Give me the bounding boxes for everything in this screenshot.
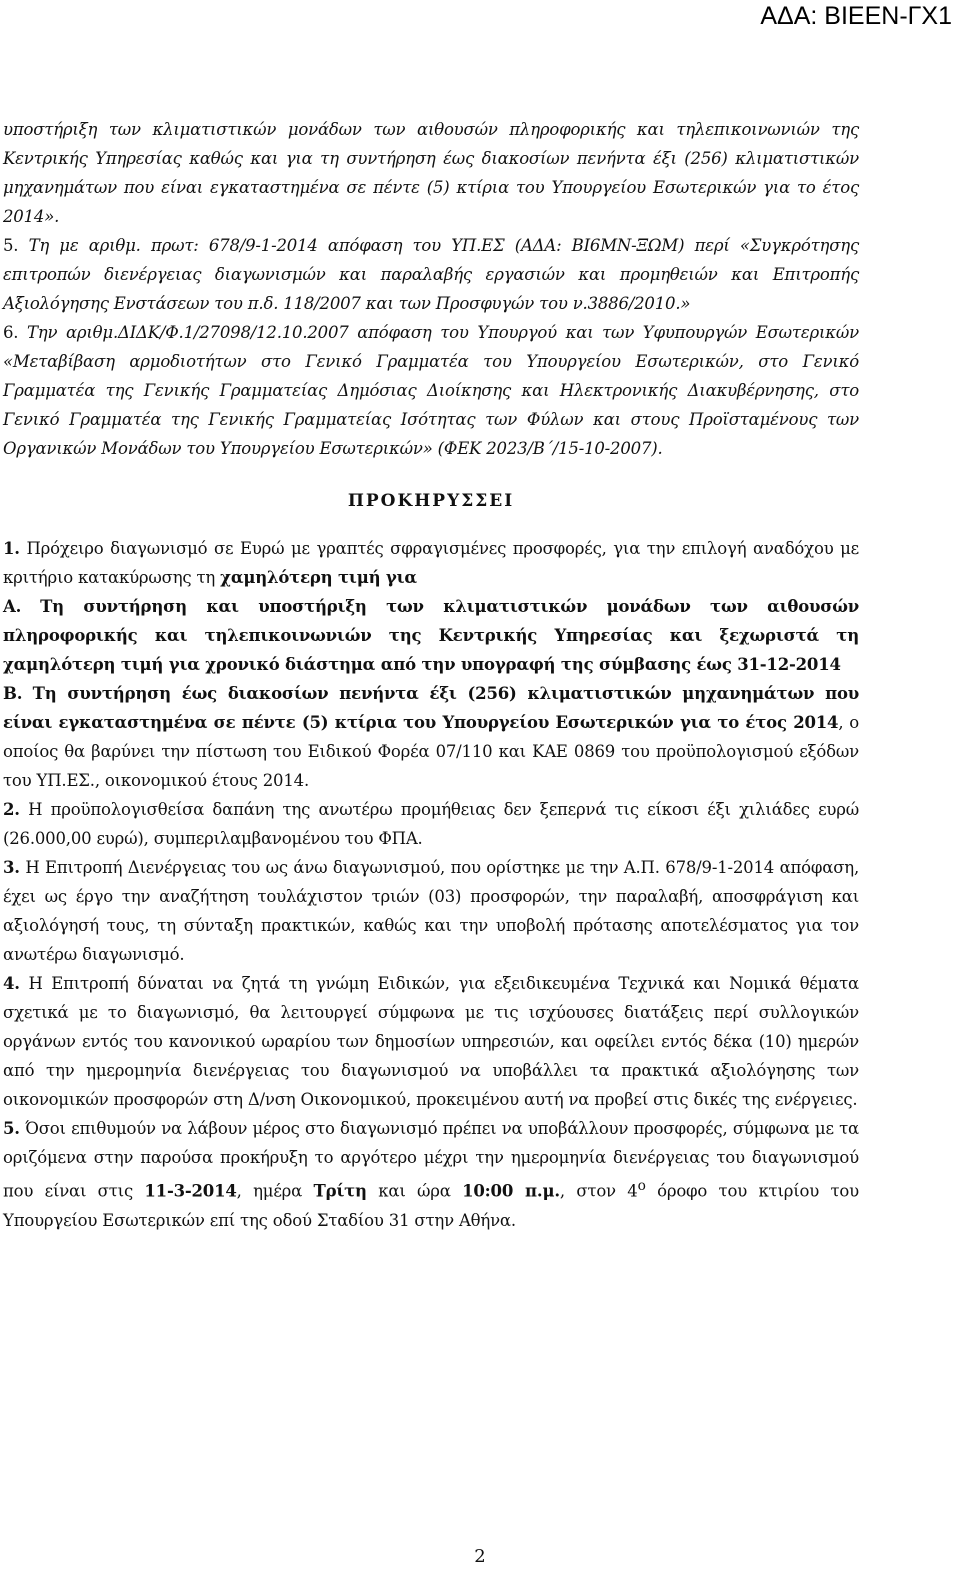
clause-6: 6. Την αριθμ.ΔΙΔΚ/Φ.1/27098/12.10.2007 απόφαση του Υπουργού και των Υφυπουργών Εσωτερικών «Μεταβίβαση αρμοδιοτήτων στο Γενικό Γραμματέα του Υπουργείου Εσωτερικών, στο Γενικό Γραμματέα της Γενικής Γραμματείας Δημόσιας Διοίκησης και Ηλεκτρονικής Διακυβέρνησης, στο Γενικό Γραμματέα της Γενικής Γραμματείας Ισότητας των Φύλων και στους Προϊσταμένους των Οργανικών Μονάδων του Υπουργείου Εσωτερικών» (ΦΕΚ 2023/Β΄/15-10-2007). <box>3 323 859 458</box>
item-4: 4. Η Επιτροπή δύναται να ζητά τη γνώμη Ειδικών, για εξειδικευμένα Τεχνικά και Νομικά θέματα σχετικά με το διαγωνισμό, θα λειτουργεί σύμφωνα με τις ισχύουσες διατάξεις περί συλλογικών οργάνων εντός του κανονικού ωραρίου των δημοσίων υπηρεσιών, και οφείλει εντός δέκα (10) ημερών από την ημερομηνία διενέργειας του διαγωνισμού να υποβάλλει τα πρακτικά αξιολόγησης των οικονομικών προσφορών στη Δ/νση Οικονομικού, προκειμένου αυτή να προβεί στις δικές της ενέργειες. <box>3 974 859 1109</box>
item-2: 2. Η προϋπολογισθείσα δαπάνη της ανωτέρω προμήθειας δεν ξεπερνά τις είκοσι έξι χιλιάδες ευρώ (26.000,00 ευρώ), συμπεριλαμβανομένου του ΦΠΑ. <box>3 800 860 848</box>
ada-code: ΑΔΑ: ΒΙΕΕΝ-ΓΧ1 <box>760 2 952 30</box>
item-1a: Α. Τη συντήρηση και υποστήριξη των κλιματιστικών μονάδων των αιθουσών πληροφορικής και τηλεπικοινωνιών της Κεντρικής Υπηρεσίας και ξεχωριστά τη χαμηλότερη τιμή για χρονικό διάστημα από την υπογραφή της σύμβασης έως 31-12-2014 <box>3 597 859 674</box>
section-heading: ΠΡΟΚΗΡΥΣΣΕΙ <box>347 491 515 511</box>
item-5: 5. Όσοι επιθυμούν να λάβουν μέρος στο διαγωνισμό πρέπει να υποβάλλουν προσφορές, σύμφωνα με τα οριζόμενα στην παρούσα προκήρυξη το αργότερο μέχρι την ημερομηνία διενέργειας του διαγωνισμού που είναι στις 11-3-2014, ημέρα Τρίτη και ώρα 10:00 π.μ., στον $4^o$ όροφο του κτιρίου του Υπουργείου Εσωτερικών επί της οδού Σταδίου 31 στην Αθήνα. <box>3 1119 859 1230</box>
intro-paragraph: υποστήριξη των κλιματιστικών μονάδων των αιθουσών πληροφορικής και τηλεπικοινωνιών της Κεντρικής Υπηρεσίας καθώς και για τη συντήρηση έως διακοσίων πενήντα έξι (256) κλιματιστικών μηχανημάτων που είναι εγκαταστημένα σε πέντε (5) κτίρια του Υπουργείου Εσωτερικών για το έτος 2014». <box>3 120 859 226</box>
page-number: 2 <box>474 1546 486 1567</box>
item-3: 3. Η Επιτροπή Διενέργειας του ως άνω διαγωνισμού, που ορίστηκε με την Α.Π. 678/9-1-2014 απόφαση, έχει ως έργο την αναζήτηση τουλάχιστον τριών (03) προσφορών, την παραλαβή, αποσφράγιση και αξιολόγησή τους, τη σύνταξη πρακτικών, καθώς και την υποβολή πρότασης αποτελέσματος για τον ανωτέρω διαγωνισμό. <box>3 858 859 964</box>
item-1: 1. Πρόχειρο διαγωνισμό σε Ευρώ με γραπτές σφραγισμένες προσφορές, για την επιλογή αναδόχου με κριτήριο κατακύρωσης τη χαμηλότερη τιμή για <box>3 539 859 587</box>
item-1b: Β. Τη συντήρηση έως διακοσίων πενήντα έξι (256) κλιματιστικών μηχανημάτων που είναι εγκαταστημένα σε πέντε (5) κτίρια του Υπουργείου Εσωτερικών για το έτος 2014, ο οποίος θα βαρύνει την πίστωση του Ειδικού Φορέα 07/110 και ΚΑΕ 0869 του προϋπολογισμού εξόδων του ΥΠ.ΕΣ., οικονομικού έτους 2014. <box>3 684 860 790</box>
document-body <box>3 115 859 1235</box>
clause-5: 5. Τη με αριθμ. πρωτ: 678/9-1-2014 απόφαση του ΥΠ.ΕΣ (ΑΔΑ: ΒΙ6ΜΝ-ΞΩΜ) περί «Συγκρότησης επιτροπών διενέργειας διαγωνισμών και παραλαβής εργασιών και προμηθειών και Επιτροπής Αξιολόγησης Ενστάσεων του π.δ. 118/2007 και των Προσφυγών του ν.3886/2010.» <box>3 236 859 313</box>
